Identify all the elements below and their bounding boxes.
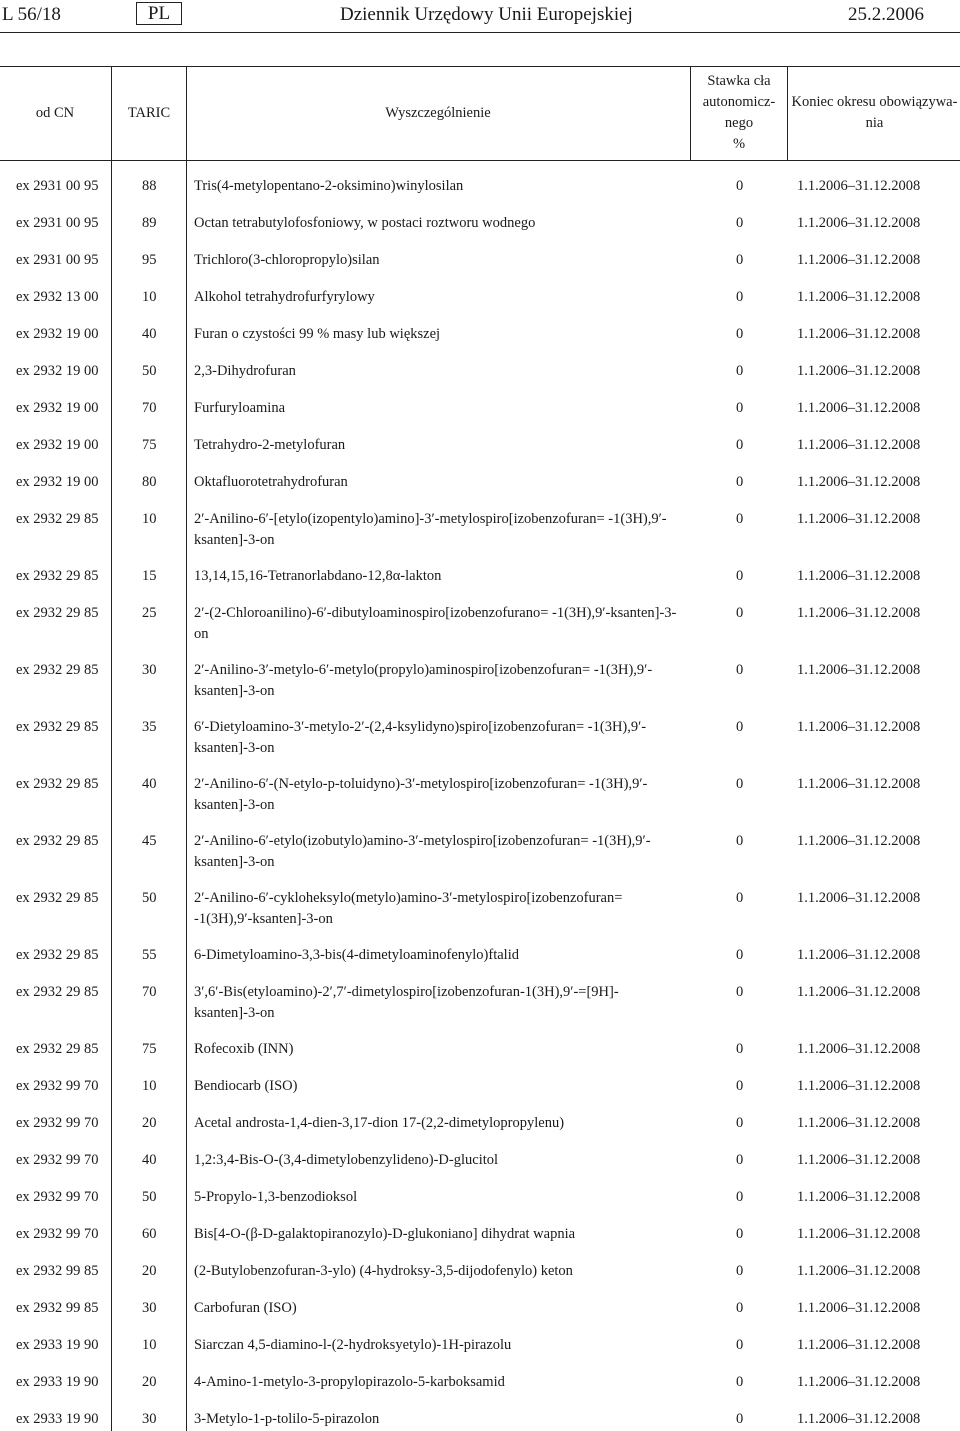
cell-end-of-validity: 1.1.2006–31.12.2008	[797, 437, 921, 453]
cell-rate: 0	[736, 1337, 744, 1353]
cell-rate: 0	[736, 1226, 744, 1242]
cell-description: Tris(4-metylopentano-2-oksimino)winylosilan	[194, 178, 464, 194]
cell-rate: 0	[736, 1411, 744, 1427]
cell-cn-code: ex 2932 99 70	[16, 1189, 99, 1205]
cell-cn-code: ex 2932 29 85	[16, 890, 99, 906]
cell-rate: 0	[736, 719, 744, 735]
table-top-rule	[0, 66, 960, 67]
cell-taric-code: 75	[142, 1041, 157, 1057]
cell-taric-code: 45	[142, 833, 157, 849]
cell-rate: 0	[736, 1041, 744, 1057]
cell-taric-code: 35	[142, 719, 157, 735]
cell-rate: 0	[736, 511, 744, 527]
cell-taric-code: 70	[142, 400, 157, 416]
cell-end-of-validity: 1.1.2006–31.12.2008	[797, 1152, 921, 1168]
cell-end-of-validity: 1.1.2006–31.12.2008	[797, 719, 921, 735]
cell-cn-code: ex 2932 99 85	[16, 1300, 99, 1316]
cell-end-of-validity: 1.1.2006–31.12.2008	[797, 178, 921, 194]
cell-description: (2-Butylobenzofuran-3-ylo) (4-hydroksy-3,5-dijodofenylo) keton	[194, 1263, 573, 1279]
cell-cn-code: ex 2932 99 70	[16, 1115, 99, 1131]
cell-rate: 0	[736, 568, 744, 584]
cell-rate: 0	[736, 1189, 744, 1205]
cell-description: 5-Propylo-1,3-benzodioksol	[194, 1189, 358, 1205]
cell-end-of-validity: 1.1.2006–31.12.2008	[797, 1300, 921, 1316]
table-header-rule	[0, 160, 960, 161]
cell-taric-code: 20	[142, 1115, 157, 1131]
cell-description: 3-Metylo-1-p-tolilo-5-pirazolon	[194, 1411, 380, 1427]
cell-cn-code: ex 2932 29 85	[16, 719, 99, 735]
cell-cn-code: ex 2932 99 85	[16, 1263, 99, 1279]
cell-end-of-validity: 1.1.2006–31.12.2008	[797, 326, 921, 342]
cell-description: Oktafluorotetrahydrofuran	[194, 474, 348, 490]
cell-cn-code: ex 2932 29 85	[16, 605, 99, 621]
language-code-box: PL	[136, 2, 182, 25]
column-divider	[787, 66, 788, 160]
cell-cn-code: ex 2933 19 90	[16, 1411, 99, 1427]
cell-cn-code: ex 2932 19 00	[16, 326, 99, 342]
cell-cn-code: ex 2932 29 85	[16, 776, 99, 792]
cell-taric-code: 10	[142, 289, 157, 305]
cell-cn-code: ex 2931 00 95	[16, 215, 99, 231]
cell-rate: 0	[736, 662, 744, 678]
cell-rate: 0	[736, 947, 744, 963]
cell-description: Furfuryloamina	[194, 400, 286, 416]
cell-taric-code: 50	[142, 890, 157, 906]
cell-taric-code: 10	[142, 1337, 157, 1353]
cell-taric-code: 60	[142, 1226, 157, 1242]
cell-end-of-validity: 1.1.2006–31.12.2008	[797, 215, 921, 231]
column-divider	[111, 66, 112, 1431]
cell-taric-code: 70	[142, 984, 157, 1000]
cell-end-of-validity: 1.1.2006–31.12.2008	[797, 1263, 921, 1279]
cell-cn-code: ex 2932 19 00	[16, 363, 99, 379]
cell-rate: 0	[736, 1374, 744, 1390]
cell-description: 6-Dimetyloamino-3,3-bis(4-dimetyloaminofenylo)ftalid	[194, 947, 519, 963]
cell-end-of-validity: 1.1.2006–31.12.2008	[797, 776, 921, 792]
cell-cn-code: ex 2932 99 70	[16, 1152, 99, 1168]
cell-end-of-validity: 1.1.2006–31.12.2008	[797, 511, 921, 527]
cell-end-of-validity: 1.1.2006–31.12.2008	[797, 1189, 921, 1205]
cell-cn-code: ex 2931 00 95	[16, 178, 99, 194]
page-header	[0, 0, 960, 32]
cell-cn-code: ex 2932 29 85	[16, 662, 99, 678]
cell-end-of-validity: 1.1.2006–31.12.2008	[797, 833, 921, 849]
cell-rate: 0	[736, 215, 744, 231]
cell-end-of-validity: 1.1.2006–31.12.2008	[797, 1041, 921, 1057]
cell-description: Tetrahydro-2-metylofuran	[194, 437, 346, 453]
cell-rate: 0	[736, 776, 744, 792]
column-header-end-of-validity: Koniec okresu obowiązywa-nia	[791, 94, 958, 131]
column-header-rate	[692, 66, 786, 160]
cell-rate: 0	[736, 400, 744, 416]
cell-taric-code: 20	[142, 1374, 157, 1390]
cell-taric-code: 10	[142, 1078, 157, 1094]
cell-taric-code: 95	[142, 252, 157, 268]
rate-header-line: nego	[724, 115, 754, 131]
cell-description: 2,3-Dihydrofuran	[194, 363, 296, 379]
cell-cn-code: ex 2932 13 00	[16, 289, 99, 305]
cell-cn-code: ex 2932 19 00	[16, 474, 99, 490]
cell-description: 1,2:3,4-Bis-O-(3,4-dimetylobenzylideno)-D-glucitol	[194, 1152, 499, 1168]
cell-taric-code: 50	[142, 363, 157, 379]
cell-description: 4-Amino-1-metylo-3-propylopirazolo-5-karboksamid	[194, 1374, 505, 1390]
cell-taric-code: 50	[142, 1189, 157, 1205]
cell-rate: 0	[736, 1078, 744, 1094]
cell-taric-code: 55	[142, 947, 157, 963]
cell-description: Octan tetrabutylofosfoniowy, w postaci roztworu wodnego	[194, 215, 536, 231]
cell-rate: 0	[736, 1152, 744, 1168]
cell-cn-code: ex 2932 29 85	[16, 833, 99, 849]
cell-description: 2′-Anilino-6′-[etylo(izopentylo)amino]-3′-metylospiro[izobenzofuran= -1(3H),9′-ksanten]-3-on	[194, 511, 667, 548]
column-divider	[690, 66, 691, 160]
cell-taric-code: 25	[142, 605, 157, 621]
page-number: L 56/18	[2, 4, 61, 25]
cell-cn-code: ex 2932 29 85	[16, 947, 99, 963]
cell-rate: 0	[736, 252, 744, 268]
cell-end-of-validity: 1.1.2006–31.12.2008	[797, 1411, 921, 1427]
cell-cn-code: ex 2932 19 00	[16, 437, 99, 453]
cell-description: 2′-(2-Chloroanilino)-6′-dibutyloaminospiro[izobenzofurano= -1(3H),9′-ksanten]-3-on	[194, 605, 677, 642]
cell-taric-code: 15	[142, 568, 157, 584]
cell-description: Rofecoxib (INN)	[194, 1041, 294, 1057]
cell-end-of-validity: 1.1.2006–31.12.2008	[797, 1226, 921, 1242]
cell-cn-code: ex 2932 99 70	[16, 1226, 99, 1242]
cell-taric-code: 20	[142, 1263, 157, 1279]
cell-end-of-validity: 1.1.2006–31.12.2008	[797, 605, 921, 621]
cell-rate: 0	[736, 984, 744, 1000]
cell-description: Bendiocarb (ISO)	[194, 1078, 298, 1094]
header-rule	[0, 32, 960, 33]
cell-end-of-validity: 1.1.2006–31.12.2008	[797, 947, 921, 963]
cell-cn-code: ex 2932 99 70	[16, 1078, 99, 1094]
cell-description: 3′,6′-Bis(etyloamino)-2′,7′-dimetylospiro[izobenzofuran-1(3H),9′-=[9H]-ksanten]-3-on	[194, 984, 619, 1021]
cell-end-of-validity: 1.1.2006–31.12.2008	[797, 363, 921, 379]
cell-description: 2′-Anilino-6′-(N-etylo-p-toluidyno)-3′-metylospiro[izobenzofuran= -1(3H),9′-ksanten]-3-on	[194, 776, 648, 813]
cell-cn-code: ex 2932 29 85	[16, 984, 99, 1000]
cell-rate: 0	[736, 289, 744, 305]
column-header-description: Wyszczególnienie	[385, 104, 491, 121]
publication-date: 25.2.2006	[848, 4, 924, 25]
column-header-taric: TARIC	[127, 104, 171, 121]
cell-end-of-validity: 1.1.2006–31.12.2008	[797, 984, 921, 1000]
cell-end-of-validity: 1.1.2006–31.12.2008	[797, 1115, 921, 1131]
rate-header-line: autonomicz-	[702, 94, 776, 110]
cell-cn-code: ex 2933 19 90	[16, 1337, 99, 1353]
journal-title: Dziennik Urzędowy Unii Europejskiej	[340, 4, 633, 25]
cell-end-of-validity: 1.1.2006–31.12.2008	[797, 252, 921, 268]
cell-cn-code: ex 2932 29 85	[16, 568, 99, 584]
cell-end-of-validity: 1.1.2006–31.12.2008	[797, 400, 921, 416]
cell-description: Bis[4-O-(β-D-galaktopiranozylo)-D-glukoniano] dihydrat wapnia	[194, 1226, 576, 1242]
cell-rate: 0	[736, 605, 744, 621]
cell-taric-code: 80	[142, 474, 157, 490]
cell-description: 2′-Anilino-3′-metylo-6′-metylo(propylo)aminospiro[izobenzofuran= -1(3H),9′-ksanten]-3-on	[194, 662, 653, 699]
cell-taric-code: 40	[142, 1152, 157, 1168]
cell-rate: 0	[736, 1263, 744, 1279]
cell-taric-code: 89	[142, 215, 157, 231]
cell-taric-code: 30	[142, 1411, 157, 1427]
cell-rate: 0	[736, 1300, 744, 1316]
cell-description: Furan o czystości 99 % masy lub większej	[194, 326, 441, 342]
cell-cn-code: ex 2933 19 90	[16, 1374, 99, 1390]
cell-taric-code: 75	[142, 437, 157, 453]
cell-description: Carbofuran (ISO)	[194, 1300, 297, 1316]
cell-rate: 0	[736, 474, 744, 490]
cell-end-of-validity: 1.1.2006–31.12.2008	[797, 1078, 921, 1094]
column-header-cn: od CN	[35, 104, 75, 121]
cell-description: 2′-Anilino-6′-cykloheksylo(metylo)amino-3′-metylospiro[izobenzofuran= -1(3H),9′-ksanten]-3-on	[194, 890, 623, 927]
cell-end-of-validity: 1.1.2006–31.12.2008	[797, 1374, 921, 1390]
cell-cn-code: ex 2932 29 85	[16, 1041, 99, 1057]
cell-taric-code: 88	[142, 178, 157, 194]
cell-rate: 0	[736, 833, 744, 849]
cell-description: 13,14,15,16-Tetranorlabdano-12,8α-lakton	[194, 568, 442, 584]
cell-description: Alkohol tetrahydrofurfyrylowy	[194, 289, 375, 305]
cell-description: Trichloro(3-chloropropylo)silan	[194, 252, 380, 268]
cell-description: 2′-Anilino-6′-etylo(izobutylo)amino-3′-metylospiro[izobenzofuran= -1(3H),9′-ksanten]-3-on	[194, 833, 651, 870]
cell-taric-code: 10	[142, 511, 157, 527]
rate-header-line: Stawka cła	[707, 73, 771, 89]
cell-end-of-validity: 1.1.2006–31.12.2008	[797, 662, 921, 678]
cell-rate: 0	[736, 1115, 744, 1131]
column-divider	[186, 66, 187, 1431]
cell-rate: 0	[736, 326, 744, 342]
cell-end-of-validity: 1.1.2006–31.12.2008	[797, 568, 921, 584]
cell-rate: 0	[736, 890, 744, 906]
cell-rate: 0	[736, 178, 744, 194]
cell-cn-code: ex 2932 19 00	[16, 400, 99, 416]
cell-end-of-validity: 1.1.2006–31.12.2008	[797, 1337, 921, 1353]
cell-taric-code: 30	[142, 1300, 157, 1316]
rate-header-line: %	[732, 136, 746, 152]
cell-description: 6′-Dietyloamino-3′-metylo-2′-(2,4-ksylidyno)spiro[izobenzofuran= -1(3H),9′-ksanten]-3-on	[194, 719, 647, 756]
cell-cn-code: ex 2932 29 85	[16, 511, 99, 527]
cell-end-of-validity: 1.1.2006–31.12.2008	[797, 474, 921, 490]
cell-description: Acetal androsta-1,4-dien-3,17-dion 17-(2,2-dimetylopropylenu)	[194, 1115, 565, 1131]
cell-taric-code: 40	[142, 326, 157, 342]
cell-end-of-validity: 1.1.2006–31.12.2008	[797, 289, 921, 305]
cell-taric-code: 30	[142, 662, 157, 678]
cell-taric-code: 40	[142, 776, 157, 792]
cell-end-of-validity: 1.1.2006–31.12.2008	[797, 890, 921, 906]
cell-cn-code: ex 2931 00 95	[16, 252, 99, 268]
cell-description: Siarczan 4,5-diamino-l-(2-hydroksyetylo)-1H-pirazolu	[194, 1337, 512, 1353]
cell-rate: 0	[736, 363, 744, 379]
cell-rate: 0	[736, 437, 744, 453]
